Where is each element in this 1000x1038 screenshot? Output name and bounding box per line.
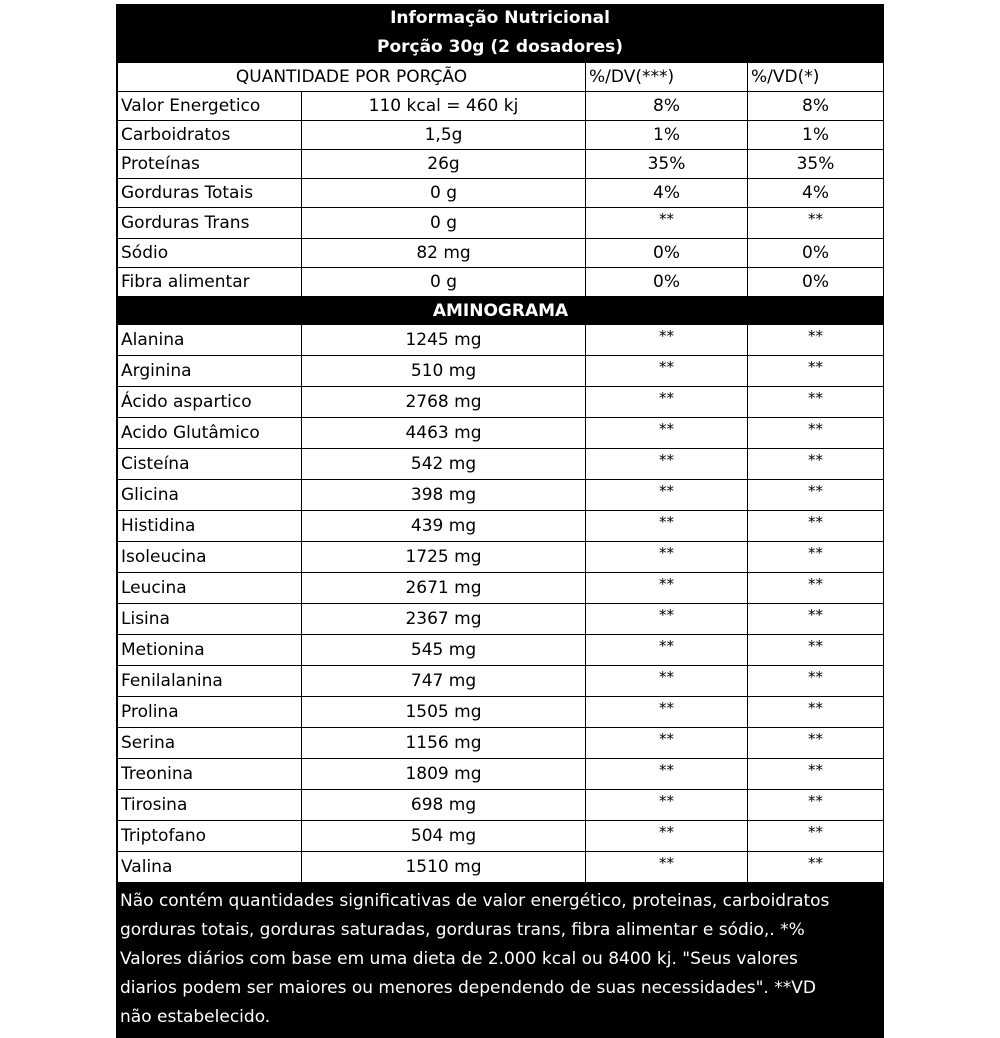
nutrient-amount: 1510 mg: [302, 852, 586, 883]
nutrient-vd: **: [748, 325, 884, 356]
nutrient-vd: **: [748, 604, 884, 635]
nutrient-name: Arginina: [118, 356, 302, 387]
nutrient-amount: 82 mg: [302, 239, 586, 268]
footnote: [116, 883, 884, 1038]
nutrient-dv: 0%: [586, 239, 748, 268]
nutrient-vd: **: [748, 480, 884, 511]
nutrient-name: Tirosina: [118, 790, 302, 821]
nutrient-dv: **: [586, 697, 748, 728]
nutrient-name: Prolina: [118, 697, 302, 728]
nutrient-vd: 4%: [748, 179, 884, 208]
nutrient-name: Acido Glutâmico: [118, 418, 302, 449]
table-row: [118, 121, 884, 150]
nutrient-dv: **: [586, 852, 748, 883]
serving-size: Porção 30g (2 dosadores): [376, 37, 624, 57]
nutrient-dv: **: [586, 208, 748, 239]
nutrient-name: Ácido aspartico: [118, 387, 302, 418]
nutrient-name: Glicina: [118, 480, 302, 511]
table-row: [118, 697, 884, 728]
table-row: [118, 418, 884, 449]
nutrient-dv: **: [586, 604, 748, 635]
nutrient-name: Triptofano: [118, 821, 302, 852]
nutrient-amount: 1156 mg: [302, 728, 586, 759]
nutrition-label: [116, 4, 884, 1038]
nutrient-dv: **: [586, 449, 748, 480]
nutrient-vd: **: [748, 449, 884, 480]
table-row: [118, 449, 884, 480]
nutrient-amount: 698 mg: [302, 790, 586, 821]
nutrient-vd: **: [748, 697, 884, 728]
nutrient-name: Gorduras Trans: [118, 208, 302, 239]
nutrient-name: Valor Energetico: [118, 92, 302, 121]
table-row: [118, 208, 884, 239]
table-row: [118, 542, 884, 573]
table-row: [118, 635, 884, 666]
table-row: [118, 268, 884, 297]
nutrient-amount: 1245 mg: [302, 325, 586, 356]
nutrient-vd: 0%: [748, 239, 884, 268]
nutrient-name: Sódio: [118, 239, 302, 268]
nutrition-table: [117, 62, 884, 883]
table-row: [118, 604, 884, 635]
nutrient-dv: **: [586, 759, 748, 790]
nutrient-dv: 8%: [586, 92, 748, 121]
nutrient-dv: **: [586, 387, 748, 418]
nutrient-name: Proteínas: [118, 150, 302, 179]
nutrient-amount: 439 mg: [302, 511, 586, 542]
nutrient-amount: 1725 mg: [302, 542, 586, 573]
nutrient-dv: **: [586, 666, 748, 697]
nutrient-vd: **: [748, 573, 884, 604]
nutrient-dv: **: [586, 728, 748, 759]
footnote-line: diarios podem ser maiores ou menores dependendo de suas necessidades". **VD: [120, 978, 816, 998]
column-header-row: [118, 63, 884, 92]
nutrient-amount: 545 mg: [302, 635, 586, 666]
nutrient-amount: 504 mg: [302, 821, 586, 852]
nutrient-dv: **: [586, 356, 748, 387]
nutrient-amount: 1505 mg: [302, 697, 586, 728]
header-dv: %/DV(***): [586, 63, 748, 92]
nutrient-name: Serina: [118, 728, 302, 759]
nutrient-vd: **: [748, 852, 884, 883]
footnote-line: Não contém quantidades significativas de valor energético, proteinas, carboidratos: [120, 891, 830, 911]
nutrient-vd: **: [748, 728, 884, 759]
table-row: [118, 790, 884, 821]
nutrient-vd: 35%: [748, 150, 884, 179]
header-quantity: QUANTIDADE POR PORÇÃO: [118, 63, 586, 92]
nutrient-dv: **: [586, 635, 748, 666]
nutrient-amount: 542 mg: [302, 449, 586, 480]
nutrient-vd: 0%: [748, 268, 884, 297]
nutrient-dv: **: [586, 418, 748, 449]
nutrient-amount: 1,5g: [302, 121, 586, 150]
table-row: [118, 759, 884, 790]
footnote-line: Valores diários com base em uma dieta de 2.000 kcal ou 8400 kj. "Seus valores: [120, 949, 798, 969]
nutrient-amount: 0 g: [302, 268, 586, 297]
table-row: [118, 239, 884, 268]
nutrient-amount: 0 g: [302, 208, 586, 239]
nutrient-vd: **: [748, 356, 884, 387]
table-row: [118, 179, 884, 208]
table-row: [118, 325, 884, 356]
nutrient-dv: **: [586, 511, 748, 542]
nutrient-vd: **: [748, 208, 884, 239]
nutrient-name: Treonina: [118, 759, 302, 790]
table-row: [118, 573, 884, 604]
nutrient-dv: 1%: [586, 121, 748, 150]
header-vd: %/VD(*): [748, 63, 884, 92]
nutrient-name: Histidina: [118, 511, 302, 542]
table-row: [118, 92, 884, 121]
nutrient-amount: 0 g: [302, 179, 586, 208]
nutrient-name: Valina: [118, 852, 302, 883]
nutrient-dv: **: [586, 573, 748, 604]
nutrient-name: Carboidratos: [118, 121, 302, 150]
nutrient-amount: 110 kcal = 460 kj: [302, 92, 586, 121]
nutrient-vd: **: [748, 511, 884, 542]
nutrient-amount: 2768 mg: [302, 387, 586, 418]
nutrient-vd: **: [748, 821, 884, 852]
nutrient-dv: **: [586, 821, 748, 852]
table-row: [118, 511, 884, 542]
footnote-line: não estabelecido.: [120, 1007, 271, 1027]
nutrient-vd: 1%: [748, 121, 884, 150]
nutrient-dv: 4%: [586, 179, 748, 208]
nutrient-name: Lisina: [118, 604, 302, 635]
nutrient-amount: 510 mg: [302, 356, 586, 387]
nutrient-dv: **: [586, 325, 748, 356]
nutrient-name: Fenilalanina: [118, 666, 302, 697]
nutrient-vd: 8%: [748, 92, 884, 121]
nutrient-dv: 0%: [586, 268, 748, 297]
nutrient-amount: 398 mg: [302, 480, 586, 511]
nutrient-name: Metionina: [118, 635, 302, 666]
nutrient-dv: **: [586, 480, 748, 511]
nutrient-vd: **: [748, 790, 884, 821]
nutrient-amount: 4463 mg: [302, 418, 586, 449]
footnote-line: gorduras totais, gorduras saturadas, gorduras trans, fibra alimentar e sódio,. *%: [120, 920, 805, 940]
nutrient-amount: 1809 mg: [302, 759, 586, 790]
nutrient-vd: **: [748, 635, 884, 666]
nutrient-name: Leucina: [118, 573, 302, 604]
aminogram-header-row: [118, 297, 884, 325]
nutrient-name: Cisteína: [118, 449, 302, 480]
nutrient-vd: **: [748, 542, 884, 573]
aminogram-title: AMINOGRAMA: [118, 297, 884, 325]
table-row: [118, 356, 884, 387]
nutrient-dv: **: [586, 542, 748, 573]
nutrient-amount: 2671 mg: [302, 573, 586, 604]
table-row: [118, 728, 884, 759]
nutrient-name: Fibra alimentar: [118, 268, 302, 297]
table-row: [118, 387, 884, 418]
nutrient-name: Gorduras Totais: [118, 179, 302, 208]
label-title: Informação Nutricional: [390, 8, 610, 28]
nutrient-vd: **: [748, 387, 884, 418]
table-row: [118, 666, 884, 697]
table-row: [118, 821, 884, 852]
table-row: [118, 150, 884, 179]
nutrient-amount: 26g: [302, 150, 586, 179]
nutrient-name: Isoleucina: [118, 542, 302, 573]
table-row: [118, 480, 884, 511]
nutrient-amount: 747 mg: [302, 666, 586, 697]
nutrient-dv: 35%: [586, 150, 748, 179]
table-row: [118, 852, 884, 883]
nutrient-amount: 2367 mg: [302, 604, 586, 635]
nutrient-vd: **: [748, 666, 884, 697]
nutrient-vd: **: [748, 759, 884, 790]
nutrient-name: Alanina: [118, 325, 302, 356]
nutrient-vd: **: [748, 418, 884, 449]
nutrient-dv: **: [586, 790, 748, 821]
